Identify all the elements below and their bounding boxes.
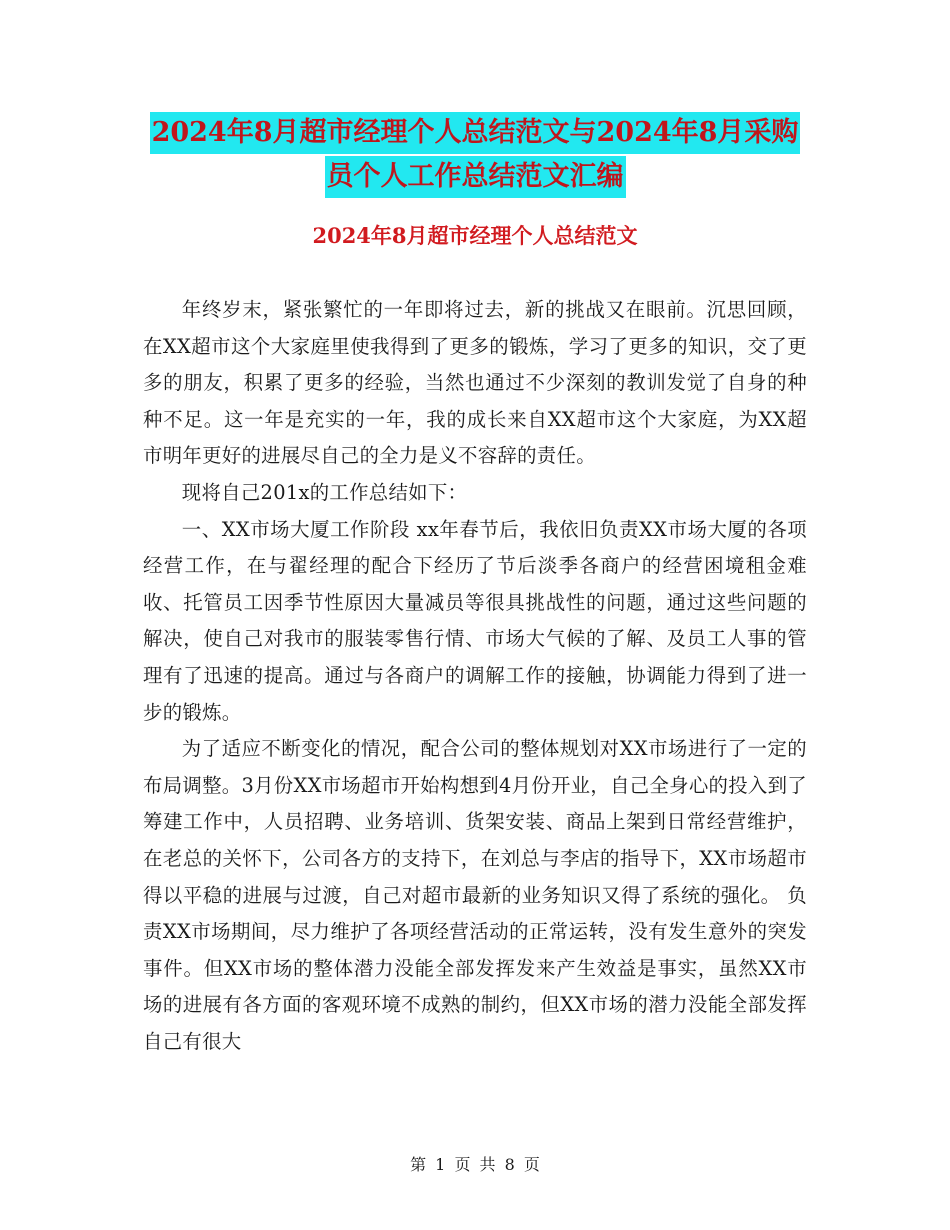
paragraph: 现将自己201x的工作总结如下： [181,480,468,504]
document-title [145,112,805,200]
document-body [143,292,807,1060]
page-footer: 第 1 页 共 8 页 [410,1155,540,1174]
paragraph: 一、XX市场大厦工作阶段 xx年春节后，我依旧负责XX市场大厦的各项经营工作，在与翟经理的配合下经历了节后淡季各商户的经营困境租金难收、托管员工因季节性原因大量减员等很具挑战性的问题，通过这些问题的解决，使自己对我市的服装零售行情、市场大气候的了解、及员工人事的管理有了迅速的提高。通过与各商户的调解工作的接触，协调能力得到了进一步的锻炼。 [143,517,807,724]
title-line-2: 员个人工作总结范文汇编 [325,156,626,198]
section-title: 2024年8月超市经理个人总结范文 [312,223,638,248]
paragraph: 为了适应不断变化的情况，配合公司的整体规划对XX市场进行了一定的布局调整。3月份XX市场超市开始构想到4月份开业，自己全身心的投入到了筹建工作中，人员招聘、业务培训、货架安装、商品上架到日常经营维护，在老总的关怀下，公司各方的支持下，在刘总与李店的指导下，XX市场超市得以平稳的进展与过渡，自己对超市最新的业务知识又得了系统的强化。 负责XX市场期间，尽力维护了各项经营活动的正常运转，没有发生意外的突发事件。但XX市场的整体潜力没能全部发挥发来产生效益是事实，虽然XX市场的进展有各方面的客观环境不成熟的制约，但XX市场的潜力没能全部发挥自己有很大 [143,737,807,1053]
paragraph: 年终岁末，紧张繁忙的一年即将过去，新的挑战又在眼前。沉思回顾，在XX超市这个大家庭里使我得到了更多的锻炼，学习了更多的知识，交了更多的朋友，积累了更多的经验，当然也通过不少深刻的教训发觉了自身的种种不足。这一年是充实的一年，我的成长来自XX超市这个大家庭，为XX超市明年更好的进展尽自己的全力是义不容辞的责任。 [143,298,807,468]
title-line-1: 2024年8月超市经理个人总结范文与2024年8月采购 [150,112,801,154]
